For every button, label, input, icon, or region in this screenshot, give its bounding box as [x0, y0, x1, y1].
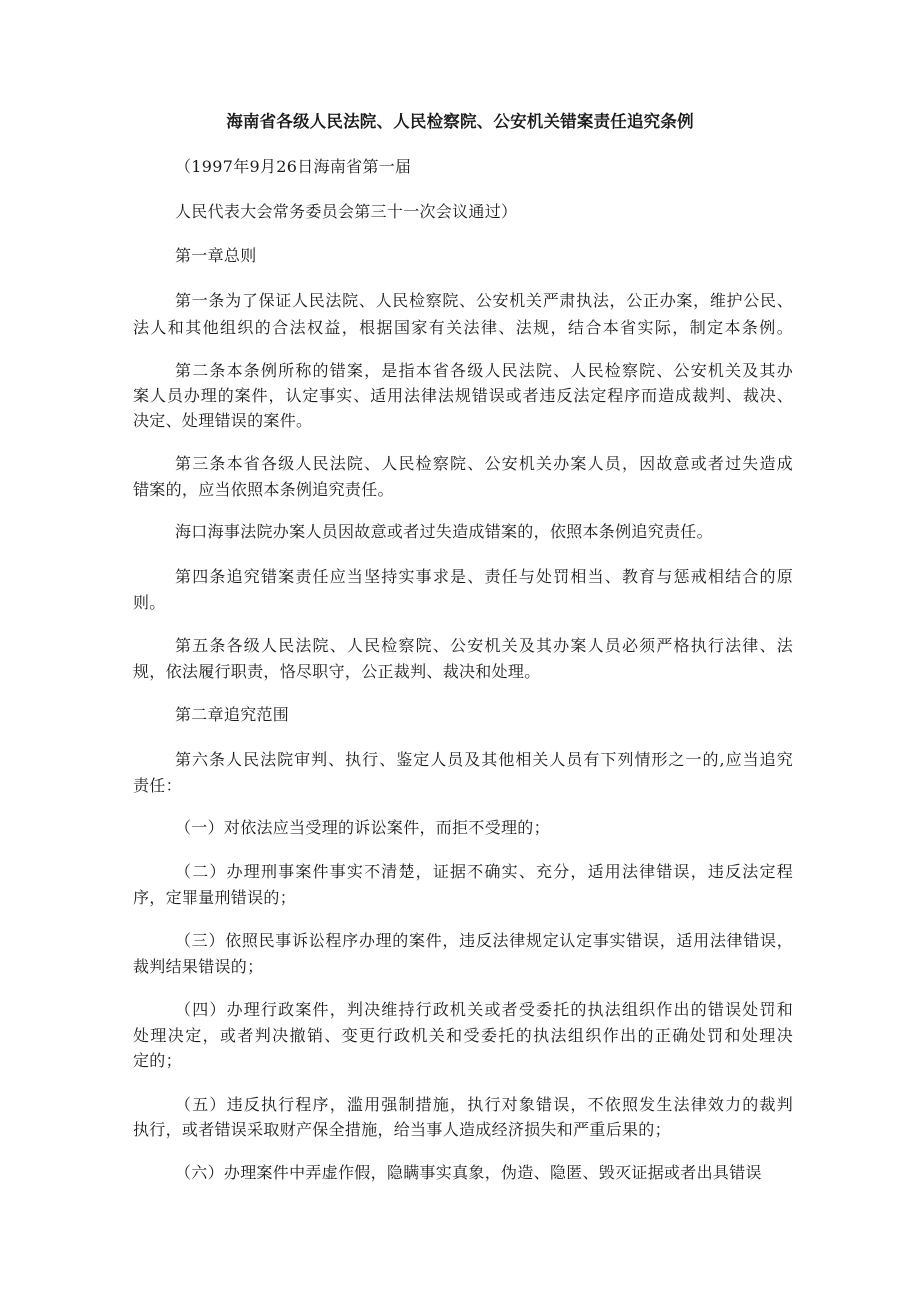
article-3-line-1: 第三条本省各级人民法院、人民检察院、公安机关办案人员，因故意或者过失造成: [175, 454, 793, 473]
item-2-line-1: （二）办理刑事案件事实不清楚，证据不确实、充分，适用法律错误，违反法定程: [175, 862, 793, 881]
chapter-1-heading: 第一章总则: [175, 246, 257, 265]
preamble-line-1: （1997年9月26日海南省第一届: [175, 157, 412, 176]
article-2-line-3: 决定、处理错误的案件。: [133, 411, 313, 430]
item-5-line-1: （五）违反执行程序，滥用强制措施，执行对象错误，不依照发生法律效力的裁判: [175, 1095, 793, 1114]
article-1-line-1: 第一条为了保证人民法院、人民检察院、公安机关严肃执法，公正办案，维护公民、: [175, 291, 793, 310]
item-5-line-2: 执行，或者错误采取财产保全措施，给当事人造成经济损失和严重后果的；: [133, 1120, 671, 1139]
chapter-2-heading: 第二章追究范围: [175, 705, 290, 724]
article-3-supplement: 海口海事法院办案人员因故意或者过失造成错案的，依照本条例追究责任。: [175, 522, 713, 541]
article-2-line-2: 案人员办理的案件，认定事实、适用法律法规错误或者违反法定程序而造成裁判、裁决、: [133, 386, 793, 405]
item-4-line-3: 定的；: [133, 1051, 182, 1070]
article-6-line-2: 责任：: [133, 776, 182, 795]
item-2-line-2: 序，定罪量刑错误的；: [133, 888, 297, 907]
article-4-line-1: 第四条追究错案责任应当坚持实事求是、责任与处罚相当、教育与惩戒相结合的原: [175, 567, 793, 586]
item-6-line-1: （六）办理案件中弄虚作假，隐瞒事实真象，伪造、隐匿、毁灭证据或者出具错误: [175, 1163, 762, 1182]
item-4-line-1: （四）办理行政案件，判决维持行政机关或者受委托的执法组织作出的错误处罚和: [175, 1000, 793, 1019]
item-1: （一）对依法应当受理的诉讼案件，而拒不受理的；: [175, 818, 550, 837]
item-4-line-2: 处理决定，或者判决撤销、变更行政机关和受委托的执法组织作出的正确处罚和处理决: [133, 1026, 793, 1045]
article-6-line-1: 第六条人民法院审判、执行、鉴定人员及其他相关人员有下列情形之一的,应当追究: [175, 750, 793, 769]
article-1-line-2: 法人和其他组织的合法权益，根据国家有关法律、法规，结合本省实际，制定本条例。: [133, 318, 793, 337]
article-4-line-2: 则。: [133, 593, 166, 612]
preamble-line-2: 人民代表大会常务委员会第三十一次会议通过）: [175, 202, 518, 221]
item-3-line-1: （三）依照民事诉讼程序办理的案件，违反法律规定认定事实错误，适用法律错误，: [175, 931, 793, 950]
document-title: 海南省各级人民法院、人民检察院、公安机关错案责任追究条例: [226, 112, 694, 131]
item-3-line-2: 裁判结果错误的；: [133, 957, 264, 976]
article-3-line-2: 错案的，应当依照本条例追究责任。: [133, 480, 394, 499]
article-2-line-1: 第二条本条例所称的错案，是指本省各级人民法院、人民检察院、公安机关及其办: [175, 361, 793, 380]
article-5-line-2: 规，依法履行职责，恪尽职守，公正裁判、裁决和处理。: [133, 662, 541, 681]
article-5-line-1: 第五条各级人民法院、人民检察院、公安机关及其办案人员必须严格执行法律、法: [175, 636, 793, 655]
